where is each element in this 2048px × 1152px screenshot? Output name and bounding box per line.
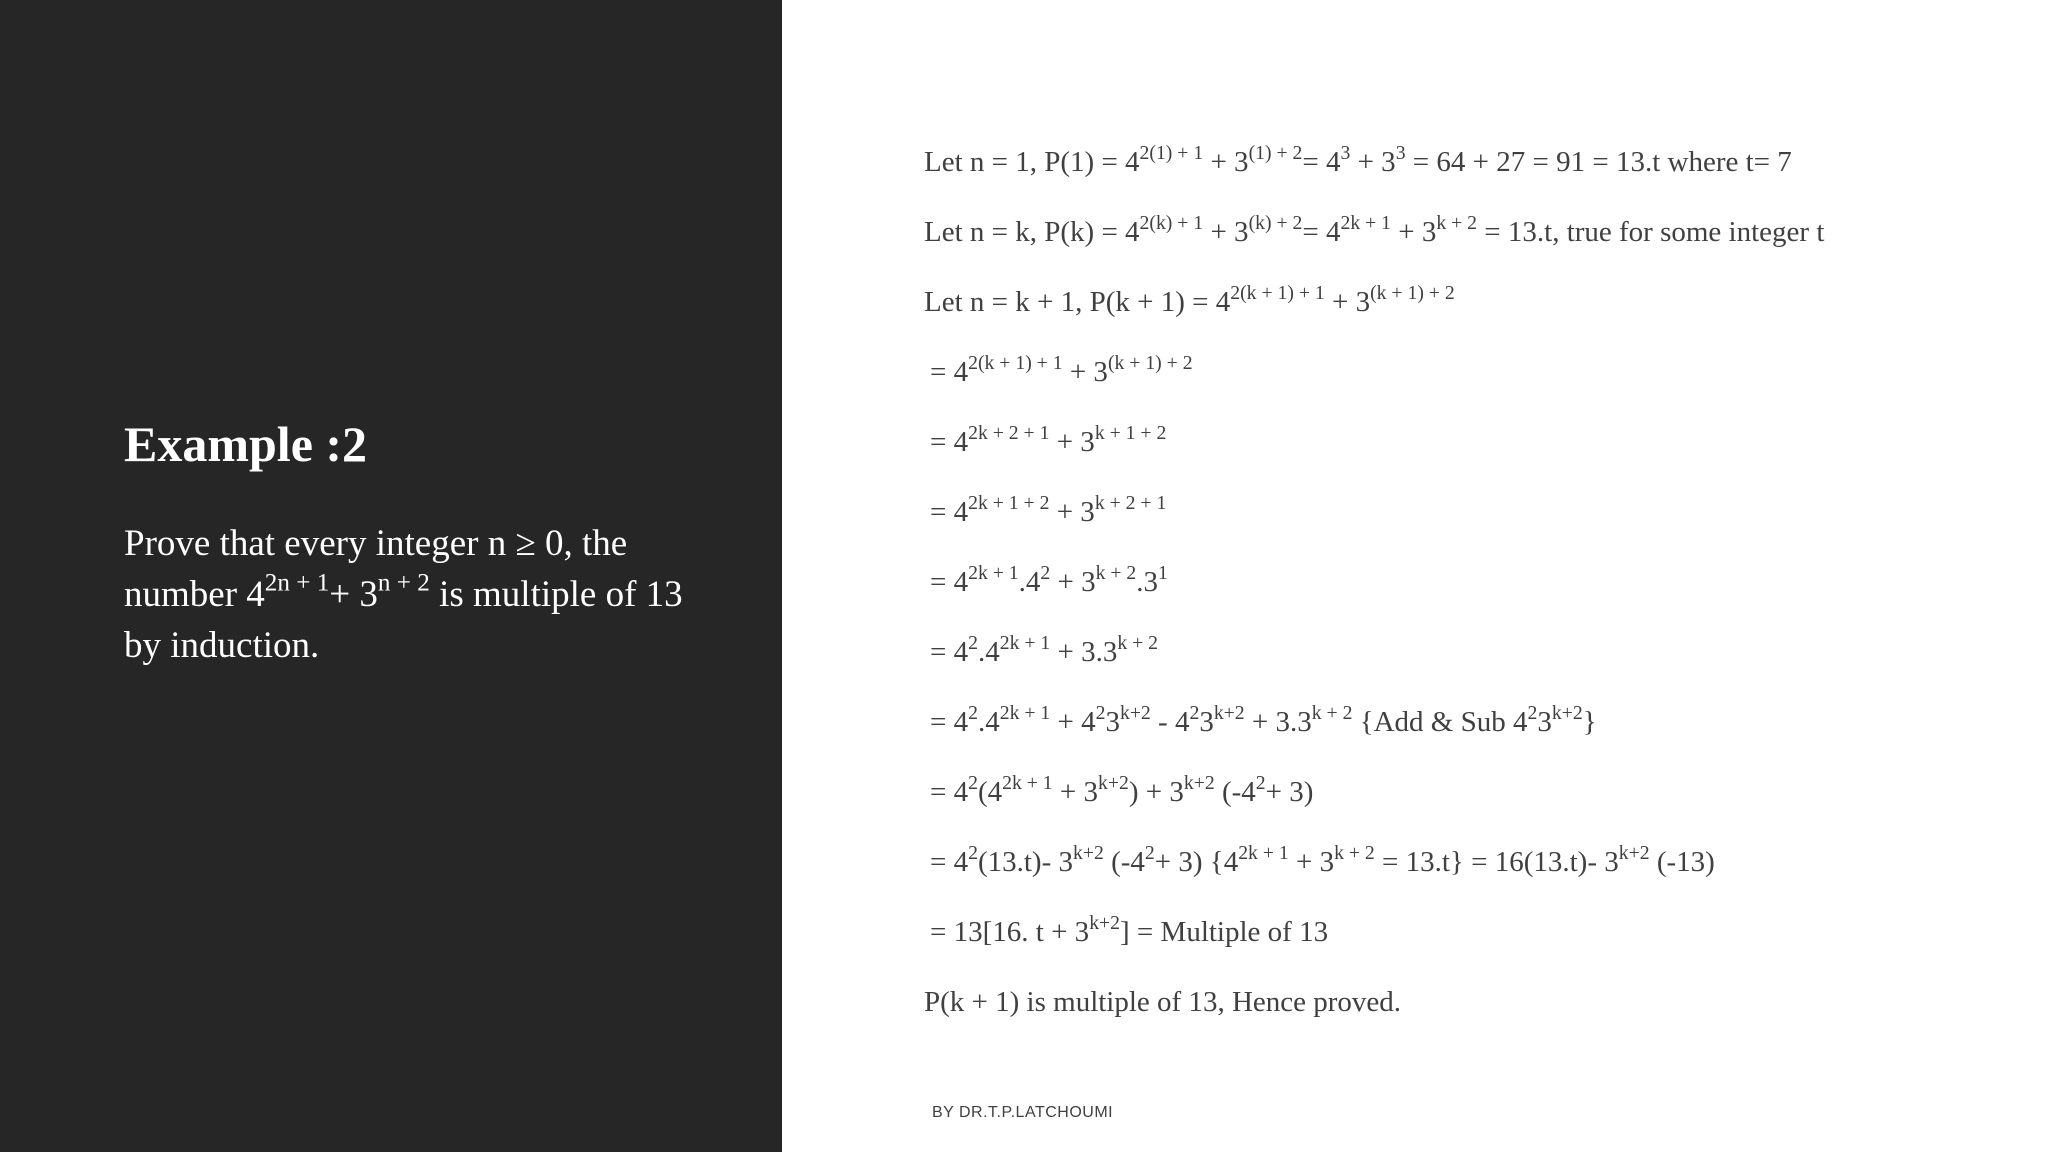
slide-title: Example :2 [124, 416, 368, 472]
author-credit: BY DR.T.P.LATCHOUMI [932, 1104, 1114, 1121]
step-inductive: Let n = k + 1, $P(k + 1) = 4^{2(k + 1) + 1} + 3^{(k + 1) + 2}$ [924, 281, 1455, 318]
step-expand-1: = $4^{2(k + 1) + 1} + 3^{(k + 1) + 2}$ [930, 351, 1193, 388]
step-multiple: = 13[16. $t + 3^{k+2}$] = Multiple of 13 [930, 911, 1329, 948]
step-hypothesis: Let n = k, $P(k) = 4^{2(k) + 1} + 3^{(k) + 2}= 4^{2k + 1} + 3^{k + 2} = 13.t$, true for some integer t [924, 211, 1825, 248]
step-expand-3: = $4^{2k + 1 + 2} + 3^{k + 2 + 1}$ [930, 491, 1167, 528]
step-expand-5: = $4^2.4^{2k + 1} + 3.3^{k + 2}$ [930, 631, 1159, 668]
step-conclusion: P(k + 1) is multiple of 13, Hence proved. [924, 986, 1402, 1018]
step-expand-2: = $4^{2k + 2 + 1} + 3^{k + 1 + 2}$ [930, 421, 1167, 458]
step-expand-4: = $4^{2k + 1}.4^2 + 3^{k + 2}.3^1$ [930, 561, 1168, 598]
step-factor: = $4^2(4^{2k + 1} + 3^{k+2}) + 3^{k+2}$ $(-4^2+ 3)$ [930, 771, 1314, 808]
step-base-case: Let n = 1, $P(1) = 4^{2(1) + 1} + 3^{(1) + 2}= 4^3 + 3^3 = 64 + 27 = 91 = 13.t$ where t= 7 [924, 141, 1792, 178]
problem-statement: Prove that every integer n ≥ 0, the number $4^{2n + 1}+ 3^{n + 2}$ is multiple of 13 by induction. [124, 523, 683, 666]
step-add-sub: = $4^2.4^{2k + 1} + 4^23^{k+2} - 4^23^{k+2} + 3.3^{k + 2}$ {Add & Sub $4^23^{k+2}$} [930, 701, 1597, 738]
step-substitute: = $4^2(13.t)-$ $3^{k+2}$ $(-4^2+ 3) \{4^{2k + 1} + 3^{k + 2} = 13.t\} = 16(13.t)-$ $3^{k+2}$ (-13) [930, 841, 1715, 878]
